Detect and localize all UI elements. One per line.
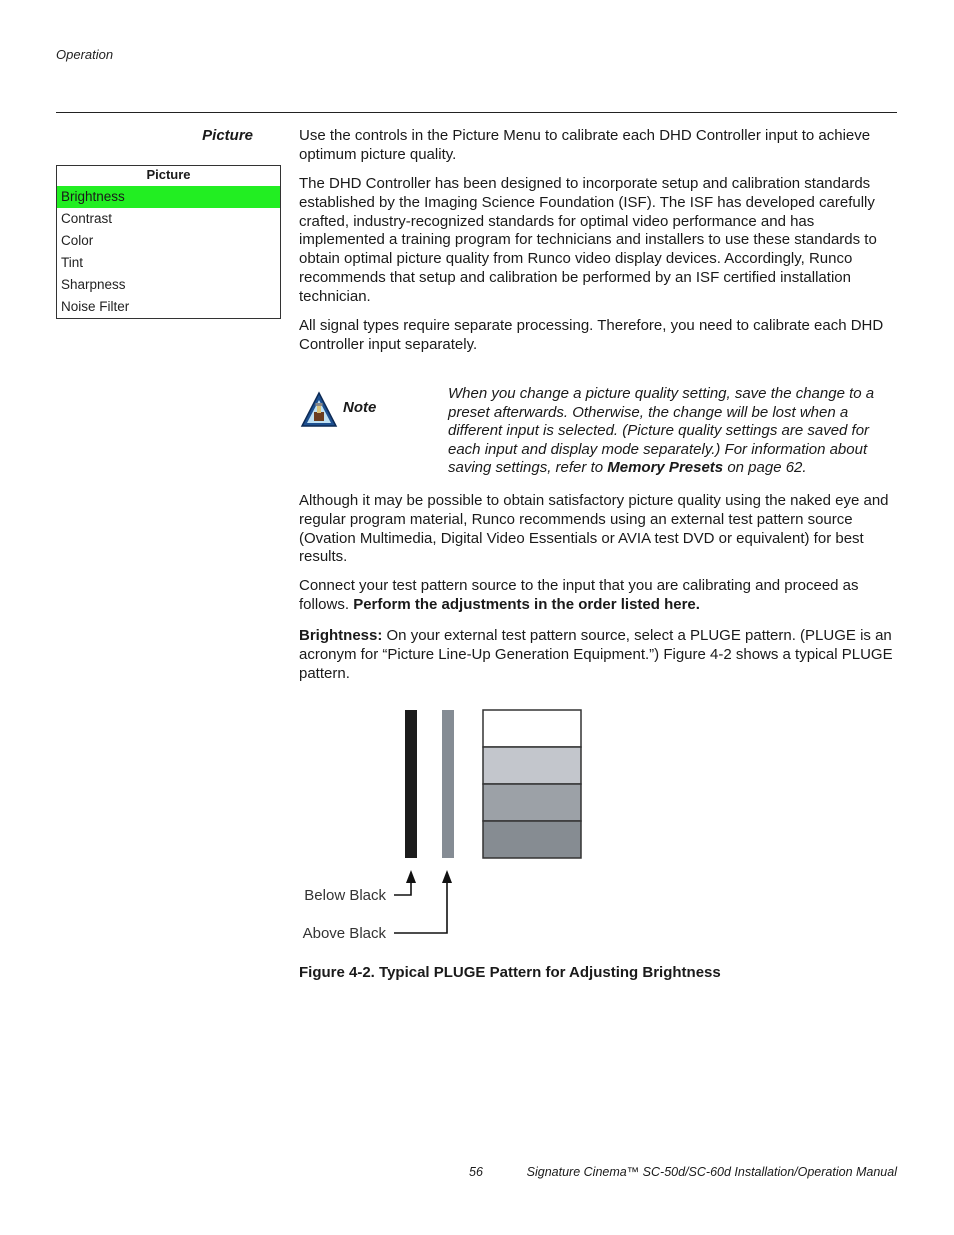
above-black-bar [442,710,454,858]
test-pattern-paragraph: Although it may be possible to obtain satisfactory picture quality using the naked eye and regular program material, Runco recommends using an external test pattern source (Ovation Multimedia, Digital Video Essentials or AVIA test DVD or equivalent) for best results. [299,492,889,566]
picture-menu [56,165,281,319]
picture-menu-title: Picture [146,167,191,182]
manual-title: Signature Cinema™ SC-50d/SC-60d Installation/Operation Manual [526,1165,897,1179]
menu-item-tint[interactable]: Tint [61,255,84,270]
menu-item-brightness[interactable]: Brightness [57,186,280,208]
brightness-paragraph: Brightness: On your external test pattern source, select a PLUGE pattern. (PLUGE is an acronym for “Picture Line-Up Generation Equipment.”) Figure 4-2 shows a typical PLUGE pattern. [299,627,893,682]
menu-item-color[interactable]: Color [61,233,94,248]
isf-paragraph: The DHD Controller has been designed to incorporate setup and calibration standards established by the Imaging Science Foundation (ISF). The ISF has developed carefully crafted, industry-recognized standards for optimal video performance and has implemented a training program for technicians and installers to use these standards to obtain optimal picture quality from Runco video display devices. Accordingly, Runco recommends that setup and calibration be performed by an ISF certified installation technician. [299,175,877,305]
figure-caption: Figure 4-2. Typical PLUGE Pattern for Adjusting Brightness [299,964,721,981]
page-number: 56 [469,1165,483,1179]
below-black-label: Below Black [304,887,386,904]
gray-step [483,784,581,821]
menu-item-noise-filter[interactable]: Noise Filter [61,299,130,314]
arrowhead-icon [442,870,452,883]
section-heading: Picture [202,127,253,144]
pluge-figure [300,700,600,950]
running-header: Operation [56,47,114,62]
memory-presets-ref: Memory Presets [607,459,724,477]
header-rule [56,112,897,113]
signal-paragraph: All signal types require separate processing. Therefore, you need to calibrate each DHD Controller input separately. [299,317,884,353]
note-text: When you change a picture quality setting, save the change to a preset afterwards. Otherwise, the change will be lost when a different input is selected. (Picture quality settings are saved for each input and display mode separately.) For information about saving settings, refer to Memory Presets on page 62. [448,385,875,477]
gray-step [483,710,581,747]
intro-paragraph: Use the controls in the Picture Menu to calibrate each DHD Controller input to achieve optimum picture quality. [299,127,871,163]
connect-paragraph: Connect your test pattern source to the input that you are calibrating and proceed as follows. Perform the adjustments in the order listed here. [299,577,859,613]
above-black-pointer [394,880,447,933]
arrowhead-icon [406,870,416,883]
gray-step [483,821,581,858]
note-tool-icon [300,391,338,429]
menu-item-sharpness[interactable]: Sharpness [61,277,126,292]
gray-step-block [483,710,581,858]
menu-item-contrast[interactable]: Contrast [61,211,113,226]
above-black-label: Above Black [302,925,386,942]
gray-step [483,747,581,784]
below-black-bar [405,710,417,858]
note-label: Note [343,399,377,416]
